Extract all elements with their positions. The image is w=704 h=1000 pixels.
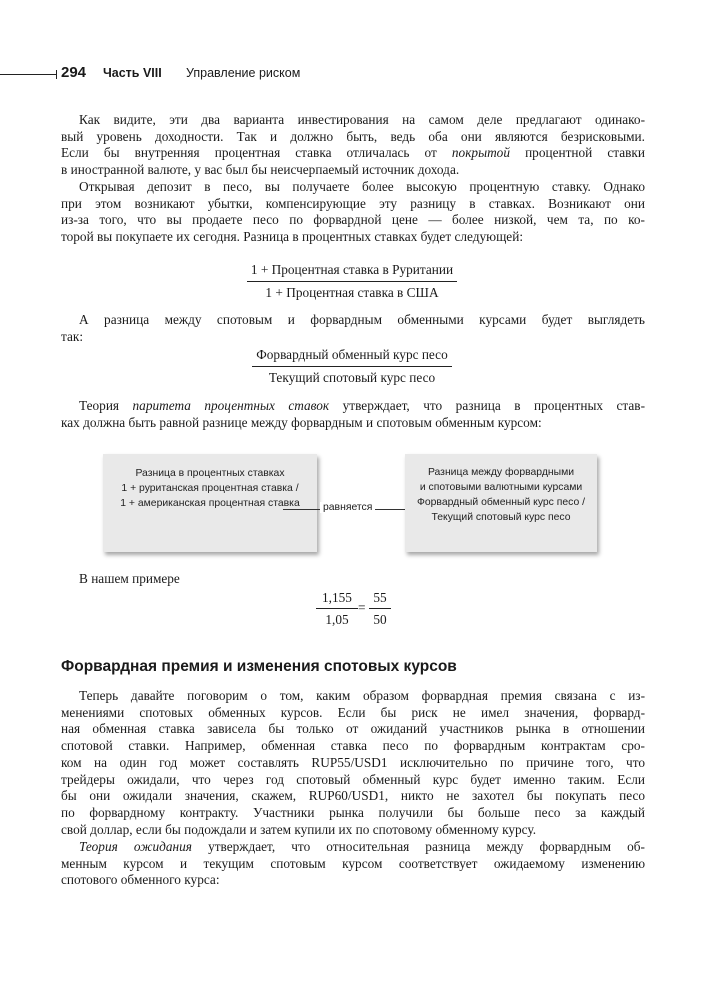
- header-rule-tick: [56, 70, 57, 79]
- diagram-left-box: [103, 454, 317, 552]
- equals-sign: =: [358, 600, 366, 615]
- paragraph-6: [61, 839, 645, 889]
- text-line: в иностранной валюте, у вас был бы неисчерпаемый источник дохода.: [61, 162, 460, 178]
- paragraph-3: [61, 312, 645, 345]
- paragraph-4: [61, 398, 645, 431]
- text-fragment: Если бы внутренняя процентная ставка отличалась от: [61, 145, 437, 161]
- paragraph-2: [61, 179, 645, 246]
- page-number: 294: [61, 64, 87, 81]
- text-line: менным курсом и текущим спотовым курсом соответствует ожидаемому изменению: [61, 855, 645, 871]
- box-line: и спотовыми валютными курсами: [419, 482, 583, 493]
- formula-interest-ratio: [0, 262, 704, 301]
- part-label: Часть VIII: [103, 66, 162, 80]
- text-line: из-за того, что вы продаете песо по форвардной цене — более низкой, чем та, по ко-: [61, 212, 645, 228]
- diagram-connector-label: равняется: [320, 502, 375, 513]
- text-line: вый уровень доходности. Так и должно быть, ведь оба они являются безрисковыми.: [61, 128, 645, 144]
- formula-numerator: Форвардный обменный курс песо: [252, 347, 451, 367]
- example-right-fraction: [369, 590, 391, 628]
- text-fragment: утверждает, что относительная разница между форвардным об-: [208, 839, 645, 854]
- paragraph-5: [61, 688, 645, 838]
- text-line: ках должна быть равной разнице между форвардным и спотовым обменным курсом:: [61, 414, 542, 430]
- text-line: спотовой ставки. Например, обменная ставка песо по форвардным контрактам сро-: [61, 738, 645, 754]
- box-line: 1 + американская процентная ставка: [120, 498, 300, 509]
- box-line: Форвардный обменный курс песо /: [416, 497, 586, 508]
- diagram-right-box: [405, 454, 597, 552]
- italic-term: паритета процентных ставок: [132, 398, 330, 413]
- text-line: по форвардному контракту. Участники рынка получили бы больше песо за каждый: [61, 804, 645, 820]
- italic-term: покрытой: [451, 145, 510, 161]
- box-line: 1 + руританская процентная ставка /: [121, 483, 299, 494]
- text-line: так:: [61, 328, 84, 344]
- example-intro-text: В нашем примере: [79, 571, 180, 586]
- italic-term: Теория ожидания: [79, 839, 192, 854]
- text-line: ная обменная ставка зависела бы только от ожиданий участников рынка в отношении: [61, 721, 645, 737]
- paragraph-1: [61, 112, 645, 179]
- fraction-denominator: 50: [373, 612, 387, 627]
- running-header: [0, 64, 704, 86]
- example-intro: [61, 571, 645, 588]
- text-line: менениями спотовых обменных курсов. Если бы риск не имел значения, форвард-: [61, 704, 645, 720]
- text-line: бы они ожидали значения, скажем, RUP60/USD1, никто не захотел бы покупать песо: [61, 788, 645, 804]
- box-line: Разница между форвардными: [427, 467, 575, 478]
- text-fragment: утверждает, что разница в процентных став-: [342, 398, 645, 413]
- chapter-title: Управление риском: [186, 66, 301, 80]
- text-fragment: Теория: [79, 398, 120, 413]
- fraction-numerator: 55: [369, 590, 391, 609]
- text-line: трейдеры ожидали, что через год спотовый обменный курс будет именно таким. Если: [61, 771, 645, 787]
- text-line: [61, 839, 645, 856]
- text-line: Теперь давайте поговорим о том, каким образом форвардная премия связана с из-: [79, 688, 645, 703]
- text-line: торой вы покупаете их сегодня. Разница в процентных ставках будет следующей:: [61, 229, 524, 245]
- fraction-numerator: 1,155: [316, 590, 358, 609]
- formula-exchange-ratio: [0, 347, 704, 386]
- text-line: при этом возникают убытки, компенсирующие эту разницу в ставках. Возникают они: [61, 195, 645, 211]
- text-line: Открывая депозит в песо, вы получаете более высокую процентную ставку. Однако: [79, 179, 645, 194]
- formula-denominator: Текущий спотовый курс песо: [268, 370, 436, 385]
- fraction-denominator: 1,05: [325, 612, 349, 627]
- box-line: Разница в процентных ставках: [135, 468, 285, 479]
- text-line: [61, 398, 645, 415]
- box-line: Текущий спотовый курс песо: [431, 512, 571, 523]
- text-line: свой доллар, если бы подождали и затем купили их по спотовому обменному курсу.: [61, 821, 537, 837]
- text-line: ком на один год может составлять RUP55/USD1 исключительно по причине того, что: [61, 754, 645, 770]
- header-rule: [0, 74, 56, 75]
- text-line: Как видите, эти два варианта инвестирования на самом деле предлагают одинако-: [79, 112, 645, 127]
- text-fragment: процентной ставки: [525, 145, 646, 161]
- text-line: А разница между спотовым и форвардным обменными курсами будет выглядеть: [79, 312, 645, 327]
- formula-numerator: 1 + Процентная ставка в Руритании: [247, 262, 457, 282]
- section-heading: Форвардная премия и изменения спотовых курсов: [61, 658, 457, 675]
- text-line: спотового обменного курса:: [61, 872, 220, 888]
- example-left-fraction: [316, 590, 358, 628]
- text-line: [61, 145, 645, 162]
- formula-denominator: 1 + Процентная ставка в США: [265, 285, 439, 300]
